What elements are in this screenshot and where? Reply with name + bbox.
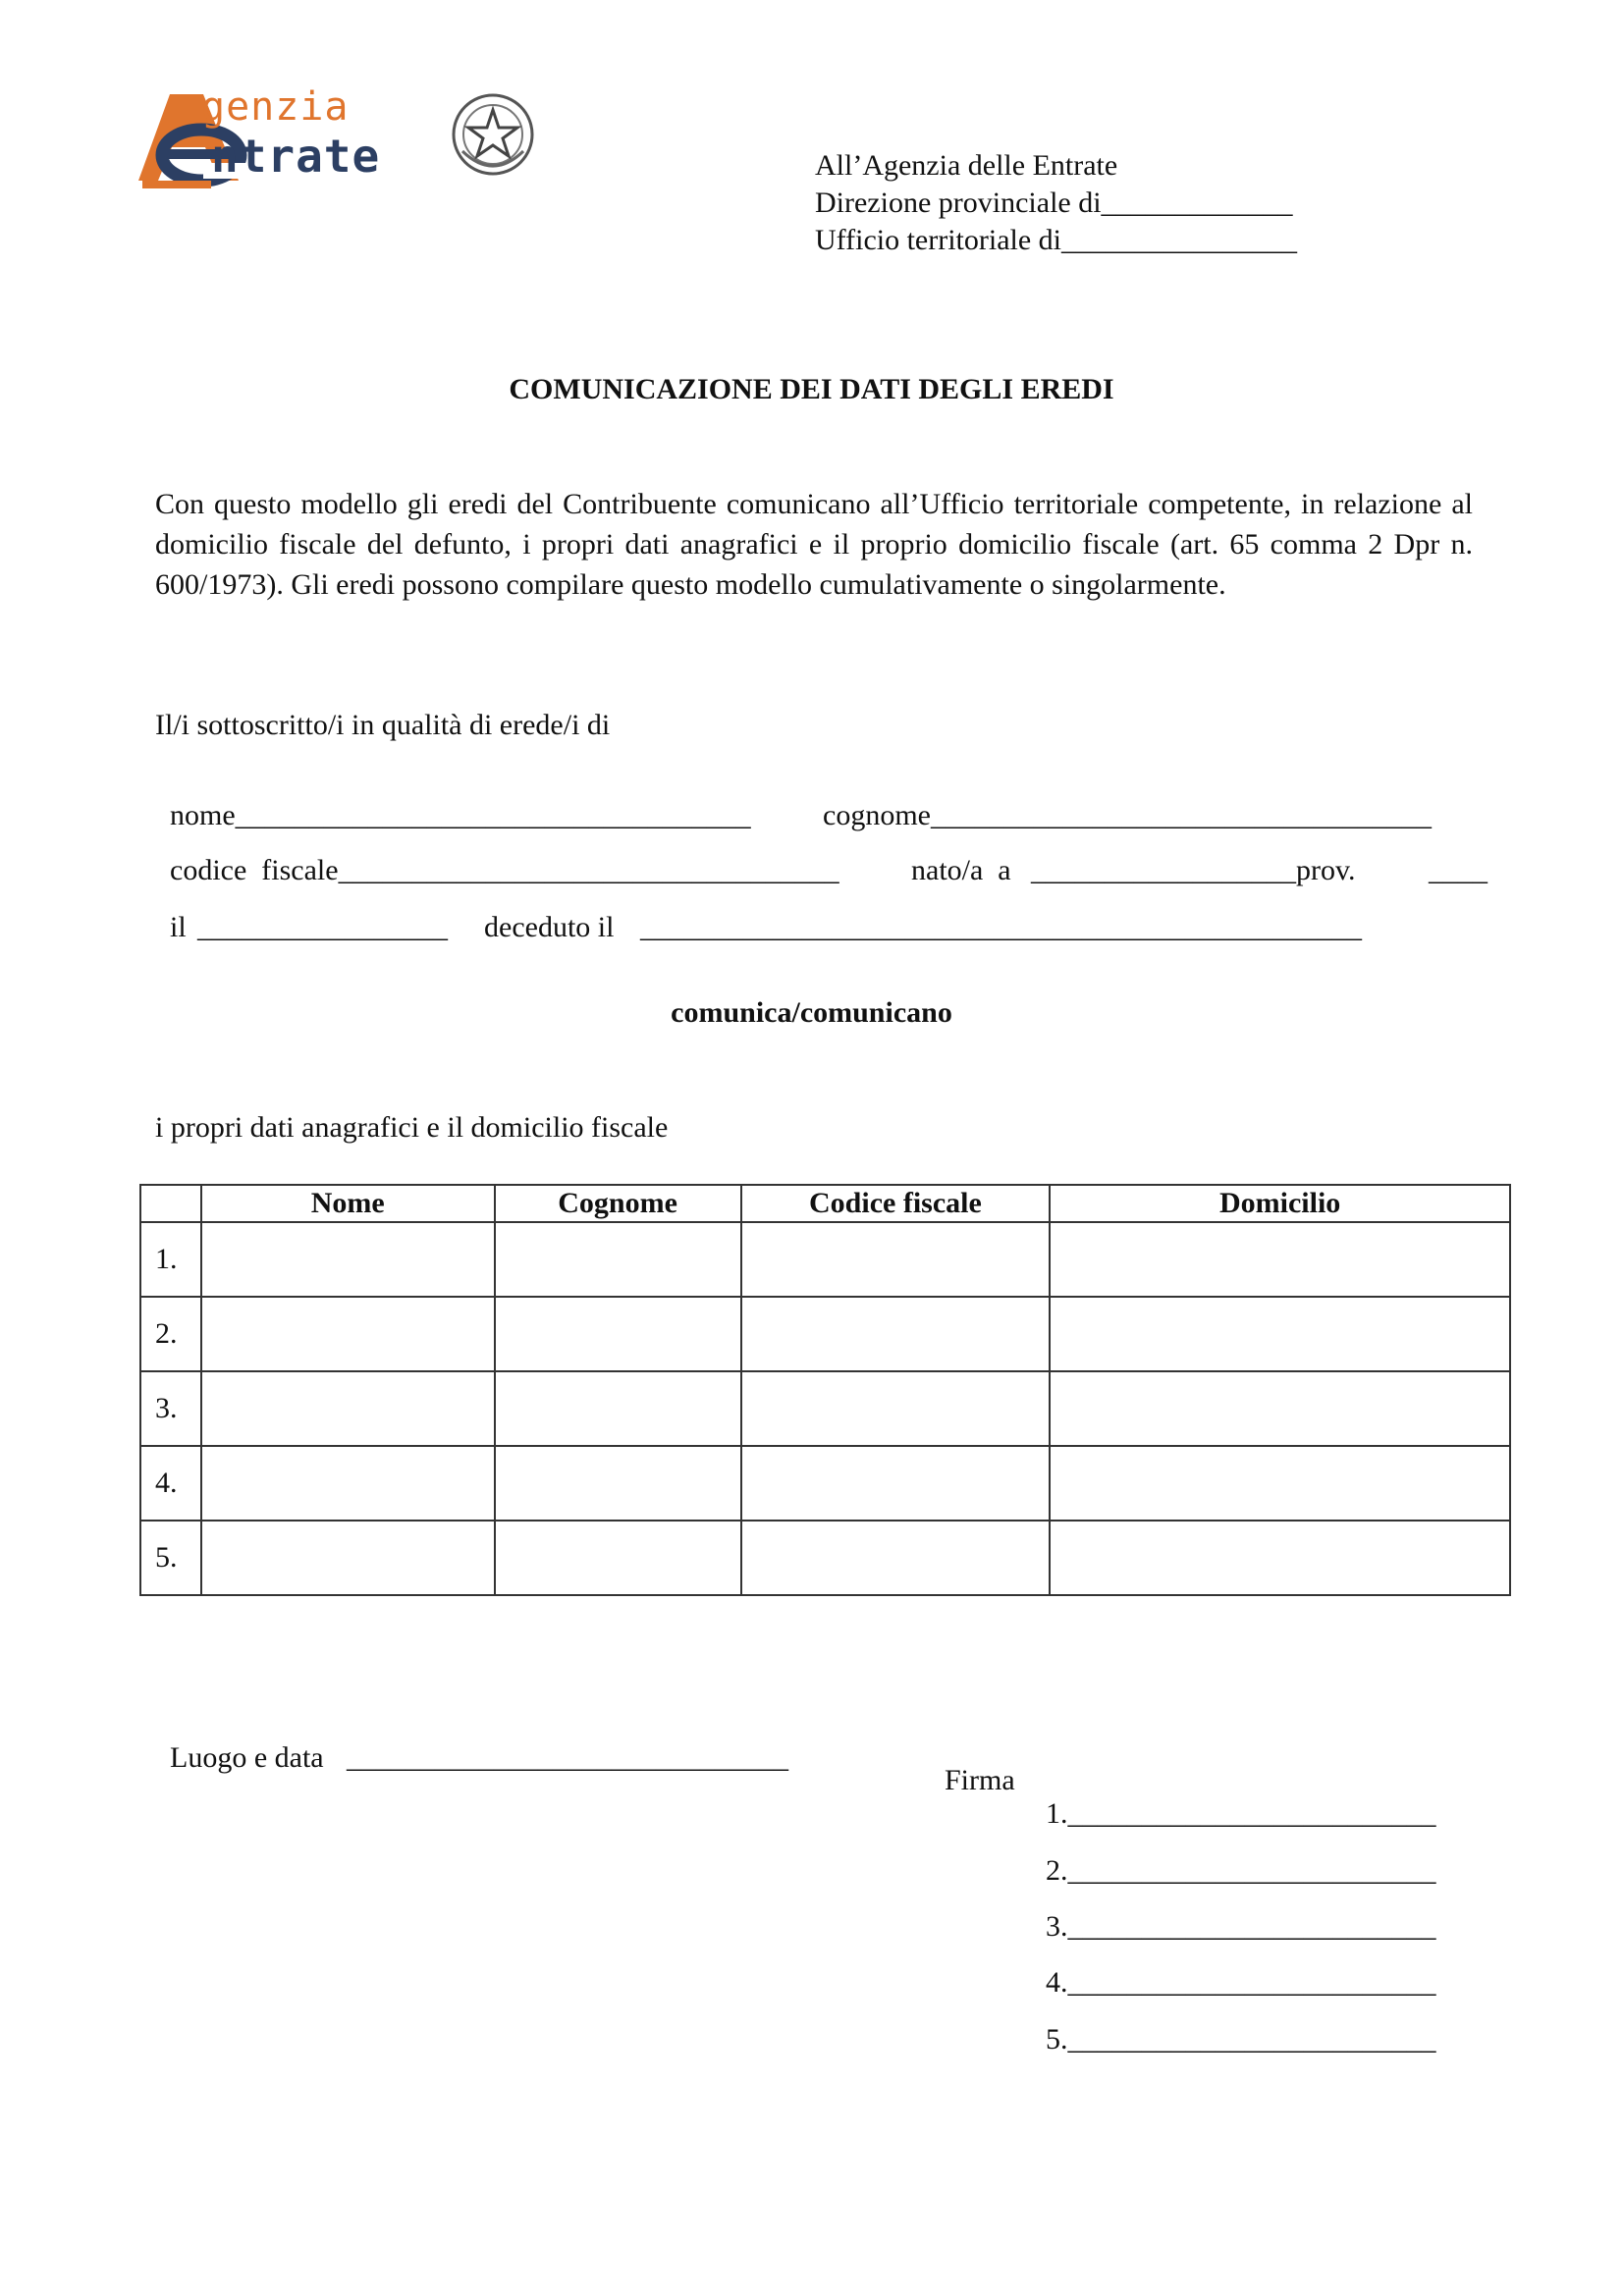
- recipient-address: [815, 147, 1297, 259]
- row-number: 5.: [140, 1521, 201, 1595]
- cognome-cell[interactable]: [495, 1222, 741, 1297]
- codice-fiscale-cell[interactable]: [741, 1297, 1051, 1371]
- codice-fiscale-cell[interactable]: [741, 1222, 1051, 1297]
- header-codice-fiscale: Codice fiscale: [741, 1185, 1051, 1222]
- address-line-1: All’Agenzia delle Entrate: [815, 149, 1118, 182]
- signature-line: [1031, 1990, 1436, 2056]
- cognome-cell[interactable]: [495, 1297, 741, 1371]
- firma-label: Firma: [945, 1764, 1015, 1796]
- codice-fiscale-cell[interactable]: [741, 1446, 1051, 1521]
- intro-paragraph: Con questo modello gli eredi del Contribuente comunicano all’Ufficio territoriale competente, in relazione al domicilio fiscale del defunto, i propri dati anagrafici e il proprio domicilio fiscale (art. 65 comma 2 Dpr n. 600/1973). Gli eredi possono compilare questo modello cumulativamente o singolarmente.: [155, 488, 1473, 601]
- header-cognome: Cognome: [495, 1185, 741, 1222]
- logo-text-ntrate: ntrate: [211, 130, 381, 183]
- codice-fiscale-field[interactable]: __________________________________: [338, 854, 839, 886]
- deceduto-field-wrap: [625, 878, 1362, 944]
- signature-field[interactable]: _________________________: [1067, 1966, 1436, 1999]
- signature-number: 2.: [1046, 1854, 1068, 1887]
- il-label: il: [170, 911, 187, 943]
- codice-fiscale-cell[interactable]: [741, 1521, 1051, 1595]
- cognome-label: cognome: [823, 799, 931, 831]
- address-line-2: Direzione provinciale di_____________: [815, 187, 1293, 219]
- section-subtitle: comunica/comunicano: [671, 996, 952, 1029]
- row-number: 1.: [140, 1222, 201, 1297]
- codice-fiscale-label: codice fiscale: [170, 854, 339, 886]
- row-number: 4.: [140, 1446, 201, 1521]
- place-date-row: [155, 1708, 324, 1775]
- signature-field[interactable]: _________________________: [1067, 1854, 1436, 1887]
- row-number: 2.: [140, 1297, 201, 1371]
- cognome-cell[interactable]: [495, 1521, 741, 1595]
- signature-number: 4.: [1046, 1966, 1068, 1999]
- domicilio-cell[interactable]: [1050, 1222, 1510, 1297]
- republic-emblem-icon: [449, 90, 537, 179]
- table-row: [140, 1521, 1510, 1595]
- table-header-row: [140, 1185, 1510, 1222]
- domicilio-cell[interactable]: [1050, 1446, 1510, 1521]
- prov-label: prov.: [1296, 854, 1356, 886]
- signature-field[interactable]: _________________________: [1067, 1797, 1436, 1830]
- place-date-field[interactable]: ______________________________: [347, 1741, 788, 1774]
- domicilio-cell[interactable]: [1050, 1521, 1510, 1595]
- address-line-3: Ufficio territoriale di________________: [815, 224, 1298, 256]
- table-row: [140, 1371, 1510, 1446]
- codice-fiscale-cell[interactable]: [741, 1371, 1051, 1446]
- il-field[interactable]: _________________: [197, 911, 448, 943]
- prov-field[interactable]: ____: [1429, 854, 1488, 886]
- nome-cell[interactable]: [201, 1297, 495, 1371]
- table-row: [140, 1446, 1510, 1521]
- nome-cell[interactable]: [201, 1446, 495, 1521]
- cognome-cell[interactable]: [495, 1446, 741, 1521]
- declarant-heading: Il/i sottoscritto/i in qualità di erede/i di: [155, 709, 611, 741]
- header-number: [140, 1185, 201, 1222]
- signature-number: 1.: [1046, 1797, 1068, 1830]
- il-field-wrap: [183, 878, 448, 944]
- row-number: 3.: [140, 1371, 201, 1446]
- il-row: [155, 878, 187, 944]
- nato-a-label: nato/a a: [911, 854, 1011, 886]
- nome-field[interactable]: ___________________________________: [235, 799, 751, 831]
- prov-field-wrap: [1414, 821, 1488, 887]
- place-date-label: Luogo e data: [170, 1741, 324, 1774]
- logo-text-genzia: genzia: [201, 84, 350, 130]
- deceduto-field[interactable]: _________________________________________________: [640, 911, 1362, 943]
- domicilio-cell[interactable]: [1050, 1371, 1510, 1446]
- deceduto-label: deceduto il: [484, 911, 615, 943]
- table-intro: i propri dati anagrafici e il domicilio fiscale: [155, 1111, 669, 1144]
- cognome-field[interactable]: __________________________________: [930, 799, 1432, 831]
- nome-cell[interactable]: [201, 1521, 495, 1595]
- table-row: [140, 1222, 1510, 1297]
- agenzia-entrate-logo: [133, 86, 545, 199]
- signature-field[interactable]: _________________________: [1067, 1910, 1436, 1943]
- signature-number: 5.: [1046, 2023, 1068, 2056]
- nome-label: nome: [170, 799, 236, 831]
- nome-cell[interactable]: [201, 1222, 495, 1297]
- table-row: [140, 1297, 1510, 1371]
- header-domicilio: Domicilio: [1050, 1185, 1510, 1222]
- nato-a-field[interactable]: __________________: [1031, 854, 1296, 886]
- heirs-table: [139, 1184, 1511, 1596]
- signature-number: 3.: [1046, 1910, 1068, 1943]
- deceduto-row: [469, 878, 614, 944]
- signature-field[interactable]: _________________________: [1067, 2023, 1436, 2056]
- domicilio-cell[interactable]: [1050, 1297, 1510, 1371]
- cognome-cell[interactable]: [495, 1371, 741, 1446]
- document-title: COMUNICAZIONE DEI DATI DEGLI EREDI: [509, 373, 1114, 405]
- header-nome: Nome: [201, 1185, 495, 1222]
- nome-cell[interactable]: [201, 1371, 495, 1446]
- place-date-field-wrap: [332, 1708, 788, 1775]
